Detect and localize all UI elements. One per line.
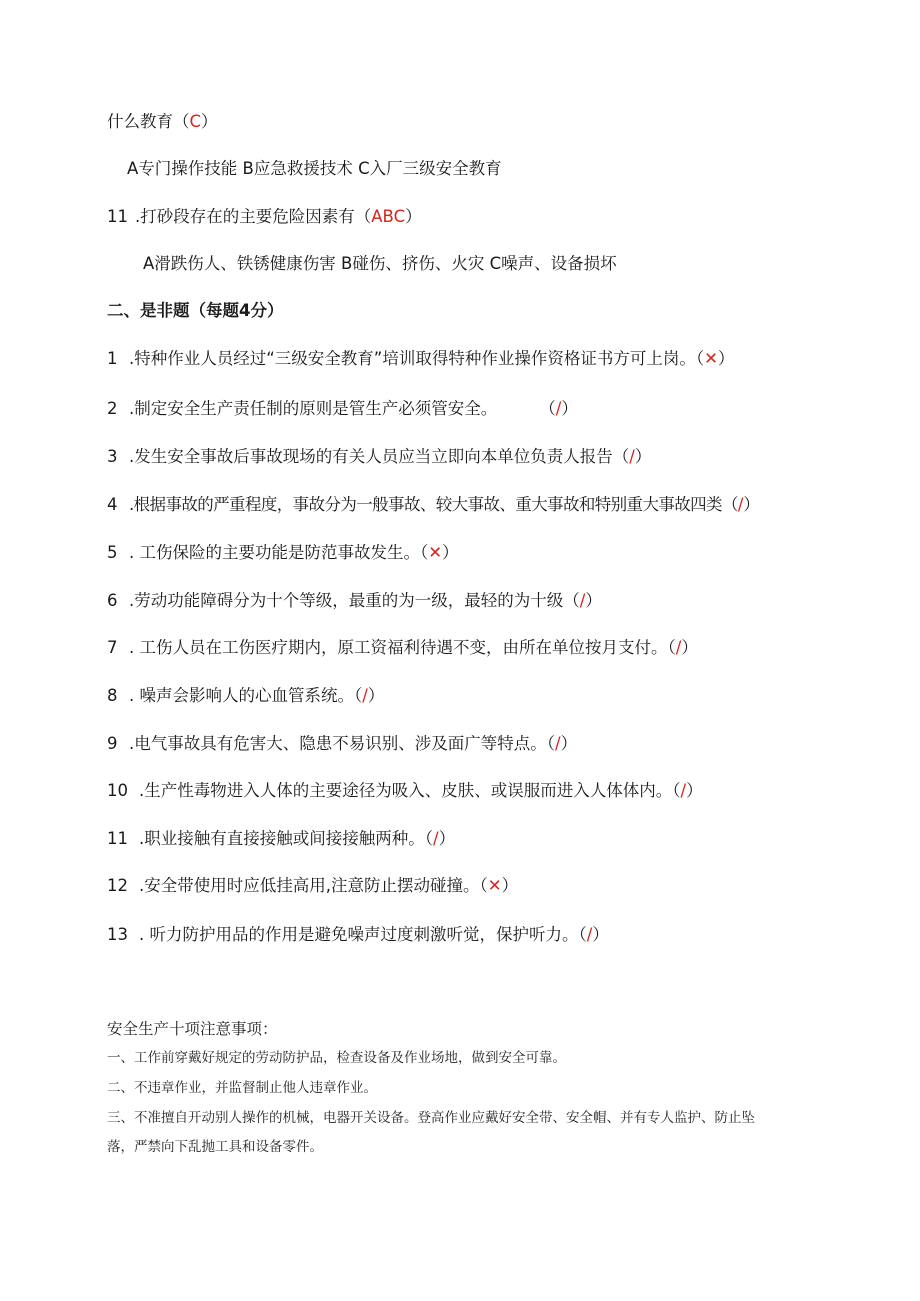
answer-mark: ✕ (487, 876, 502, 895)
item-text: .根据事故的严重程度，事故分为一般事故、较大事故、重大事故和特别重大事故四类（ (129, 495, 738, 514)
tf-item-6 (107, 590, 602, 612)
item-text: . 工伤保险的主要功能是防范事故发生。（ (129, 543, 429, 562)
bracket-close: ） (438, 829, 456, 848)
item-number: 6 (107, 591, 118, 610)
tf-item-7 (107, 637, 698, 659)
bracket-close: ） (681, 638, 698, 657)
item-number: 11 (107, 829, 128, 848)
item-text: . 噪声会影响人的心血管系统。（ (129, 686, 363, 705)
item-number: 1 (107, 349, 118, 368)
item-text: .制定安全生产责任制的原则是管生产必须管安全。 (129, 399, 498, 418)
item-text: .劳动功能障碍分为十个等级，最重的为一级，最轻的为十级（ (129, 591, 580, 610)
bracket-close: ） (561, 399, 578, 418)
item-number: 4 (107, 495, 118, 514)
item-text: .发生安全事故后事故现场的有关人员应当立即向本单位负责人报告（ (129, 447, 630, 466)
note-item-3: 三、不准擅自开动别人操作的机械，电器开关设备。登高作业应戴好安全带、安全帽、并有专人监护、防止坠 (107, 1110, 755, 1126)
bracket-close: ） (634, 447, 652, 466)
question-text: .打砂段存在的主要危险因素有（ (135, 207, 372, 226)
item-text: .生产性毒物进入人体的主要途径为吸入、皮肤、或误服而进入人体体内。（ (139, 781, 681, 800)
answer-mark: / (579, 591, 586, 610)
bracket-close: ） (560, 734, 578, 753)
answer-mark: ✕ (428, 543, 443, 562)
answer-mark: / (555, 734, 561, 753)
answer-mark: / (680, 781, 687, 800)
tf-item-3 (107, 446, 651, 468)
answer-mark: ✕ (704, 349, 718, 368)
answer-mark: / (629, 447, 635, 466)
tf-item-4 (107, 494, 760, 516)
item-number: 7 (107, 638, 118, 657)
question-11 (107, 206, 422, 228)
answer-mark: / (737, 495, 744, 514)
bracket-close: ） (501, 876, 519, 895)
item-number: 9 (107, 734, 118, 753)
tf-item-13 (107, 924, 609, 946)
question-number: 11 (107, 207, 128, 226)
tf-item-11 (107, 828, 455, 850)
answer-mark: / (586, 925, 593, 944)
item-text: .职业接触有直接接触或间接接触两种。（ (139, 829, 433, 848)
note-item-1: 一、工作前穿戴好规定的劳动防护品，检查设备及作业场地，做到安全可靠。 (107, 1050, 566, 1066)
question-text: 什么教育（ (107, 112, 190, 131)
tf-item-10 (107, 780, 703, 802)
tf-item-9 (107, 733, 577, 755)
bracket-open: （ (539, 399, 556, 418)
note-item-2: 二、不违章作业，并监督制止他人违章作业。 (107, 1080, 377, 1096)
options-text: A滑跌伤人、铁锈健康伤害 B碰伤、挤伤、火灾 C噪声、设备损坏 (143, 254, 617, 273)
answer: ABC (371, 207, 406, 226)
answer-mark: / (362, 686, 368, 705)
notes-title: 安全生产十项注意事项： (107, 1020, 278, 1038)
question-10-options (127, 158, 502, 180)
bracket-close: ） (585, 591, 602, 610)
answer-mark: / (433, 829, 439, 848)
bracket-close: ） (442, 543, 459, 562)
note-item-4: 落，严禁向下乱抛工具和设备零件。 (107, 1139, 323, 1155)
tf-item-5 (107, 542, 459, 564)
item-number: 12 (107, 876, 128, 895)
section-title: 二、是非题（每题4分） (107, 301, 284, 320)
item-number: 2 (107, 399, 118, 418)
item-text: .特种作业人员经过“三级安全教育”培训取得特种作业操作资格证书方可上岗。（ (129, 349, 705, 368)
options-text: A专门操作技能 B应急救援技术 C入厂三级安全教育 (127, 159, 502, 178)
item-number: 5 (107, 543, 118, 562)
item-number: 10 (107, 781, 128, 800)
bracket-close: ） (592, 925, 609, 944)
item-number: 8 (107, 686, 118, 705)
item-text: . 听力防护用品的作用是避免噪声过度刺激听觉，保护听力。（ (139, 925, 587, 944)
answer-mark: / (555, 399, 562, 418)
item-number: 3 (107, 447, 118, 466)
question-10-continuation (107, 111, 218, 133)
tf-item-8 (107, 685, 384, 707)
tf-item-1 (107, 348, 734, 370)
answer-mark: / (675, 638, 682, 657)
question-11-options (143, 253, 617, 275)
bracket-close: ） (201, 112, 218, 131)
bracket-close: ） (686, 781, 703, 800)
bracket-close: ） (743, 495, 760, 514)
bracket-close: ） (717, 349, 735, 368)
bracket-close: ） (367, 686, 385, 705)
answer: C (189, 112, 202, 131)
item-number: 13 (107, 925, 128, 944)
item-text: . 工伤人员在工伤医疗期内，原工资福利待遇不变，由所在单位按月支付。（ (129, 638, 676, 657)
item-text: .电气事故具有危害大、隐患不易识别、涉及面广等特点。（ (129, 734, 555, 753)
bracket-close: ） (405, 207, 422, 226)
tf-item-2 (107, 398, 578, 420)
item-text: .安全带使用时应低挂高用,注意防止摆动碰撞。（ (139, 876, 488, 895)
tf-item-12 (107, 875, 518, 897)
